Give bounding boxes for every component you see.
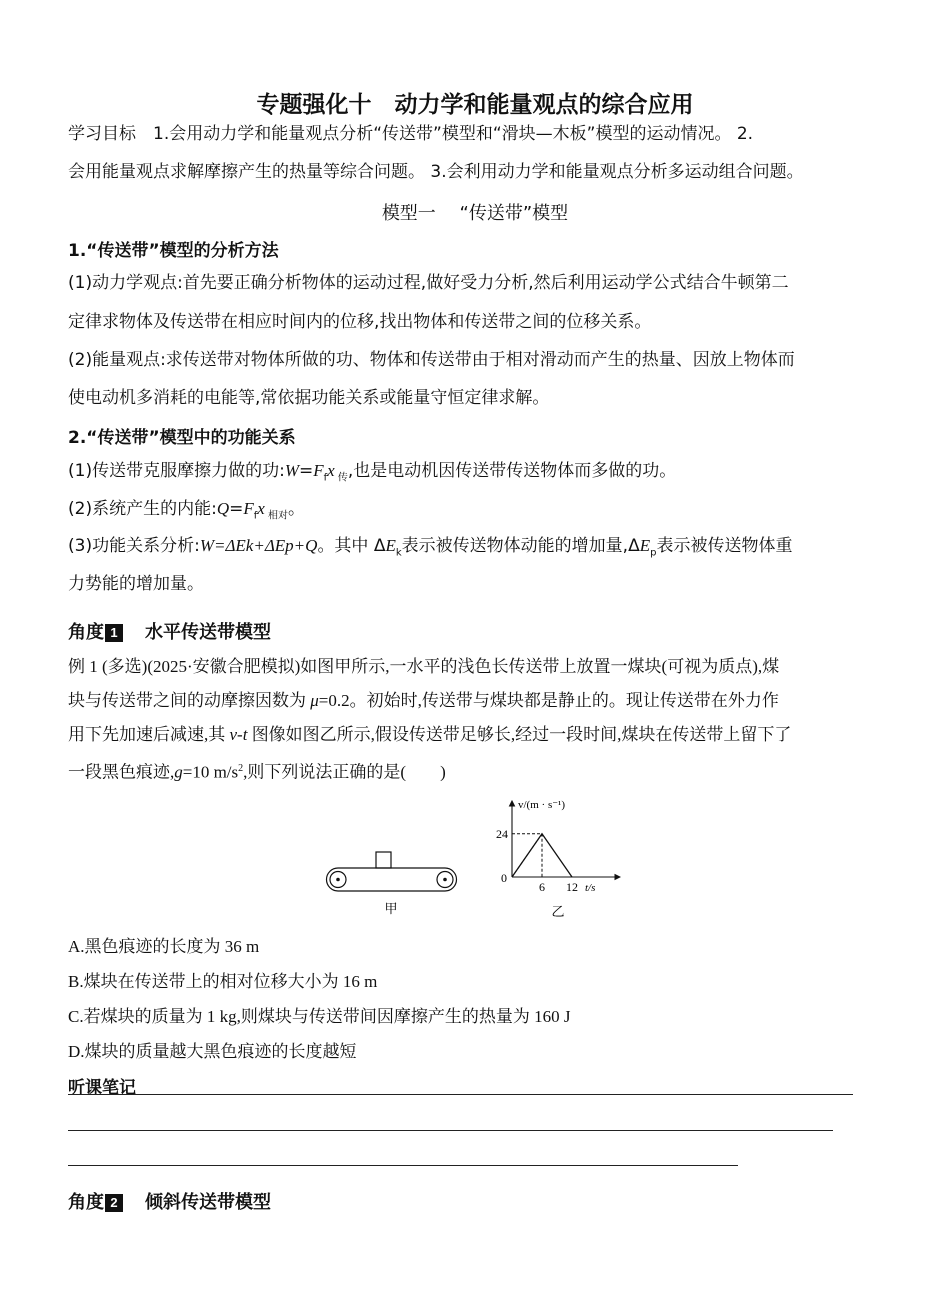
conveyor-figure xyxy=(320,845,465,920)
figure-a-label: 甲 xyxy=(384,902,398,917)
note-line[interactable] xyxy=(68,1130,833,1131)
origin-label: 0 xyxy=(501,871,507,885)
x-tick-label: 12 xyxy=(566,880,578,894)
point1-para2-line1: (2)能量观点:求传送带对物体所做的功、物体和传送带由于相对滑动而产生的热量、因放上物体而 xyxy=(68,350,795,370)
point1-para1-line2: 定律求物体及传送带在相应时间内的位移,找出物体和传送带之间的位移关系。 xyxy=(68,312,652,332)
angle2-number-badge: 2 xyxy=(105,1194,123,1212)
point1-heading: 1.“传送带”模型的分析方法 xyxy=(68,241,279,261)
example-line-3: 用下先加速后减速,其 v-t 图像如图乙所示,假设传送带足够长,经过一段时间,煤块在传送带上留下了 xyxy=(68,725,792,744)
point1-para1-line1: (1)动力学观点:首先要正确分析物体的运动过程,做好受力分析,然后利用运动学公式结合牛顿第二 xyxy=(68,273,789,293)
example-line-2: 块与传送带之间的动摩擦因数为 μ=0.2。初始时,传送带与煤块都是静止的。现让传送带在外力作 xyxy=(68,691,779,710)
section-title: 模型一 “传送带”模型 xyxy=(381,203,569,224)
page-title: 专题强化十 动力学和能量观点的综合应用 xyxy=(256,92,694,118)
example-line-1: 例 1 (多选)(2025·安徽合肥模拟)如图甲所示,一水平的浅色长传送带上放置一煤块(可视为质点),煤 xyxy=(68,657,780,676)
x-tick-label: 6 xyxy=(539,880,545,894)
objectives-line-2: 会用能量观点求解摩擦产生的热量等综合问题。 3.会利用动力学和能量观点分析多运动组合问题。 xyxy=(68,162,804,182)
note-line[interactable] xyxy=(68,1094,853,1095)
option-d: D.煤块的质量越大黑色痕迹的长度越短 xyxy=(68,1042,357,1061)
objectives-line-1: 学习目标 1.会用动力学和能量观点分析“传送带”模型和“滑块—木板”模型的运动情况。 2. xyxy=(68,124,754,144)
angle1-heading: 角度 1 水平传送带模型 xyxy=(68,622,271,643)
point2-heading: 2.“传送带”模型中的功能关系 xyxy=(68,428,296,448)
point2-line2: (2)系统产生的内能$:Q=F_fx$ $_{相对}$。 xyxy=(68,499,305,522)
note-line[interactable] xyxy=(68,1165,738,1166)
figure-b-label: 乙 xyxy=(551,905,565,920)
angle2-heading: 角度 2 倾斜传送带模型 xyxy=(68,1192,271,1213)
vt-chart xyxy=(490,795,635,920)
point2-line3: (3)功能关系分析:W=ΔEk+ΔEp+Q。其中 $\Delta E_k$表示被传送物体动能的增加量$,\Delta E_p$表示被传送物体重 xyxy=(68,536,793,559)
y-axis-label: v/(m · s⁻¹) xyxy=(518,799,565,811)
x-axis-label: t/s xyxy=(585,882,596,894)
y-tick-label: 24 xyxy=(496,826,508,841)
example-line-4: 一段黑色痕迹,g=10 $m/s^2$,则下列说法正确的是( ) xyxy=(68,762,446,782)
angle1-number-badge: 1 xyxy=(105,624,123,642)
point2-line1: (1)传送带克服摩擦力做的功$:W=F_fx$ $_传$,也是电动机因传送带传送物体而多做的功。 xyxy=(68,461,677,484)
option-a: A.黑色痕迹的长度为 36 m xyxy=(68,937,260,956)
point2-line4: 力势能的增加量。 xyxy=(68,574,204,594)
option-b: B.煤块在传送带上的相对位移大小为 16 m xyxy=(68,972,378,991)
notes-label: 听课笔记 xyxy=(68,1078,136,1098)
point1-para2-line2: 使电动机多消耗的电能等,常依据功能关系或能量守恒定律求解。 xyxy=(68,388,550,408)
coal-block xyxy=(376,852,391,868)
option-c: C.若煤块的质量为 1 kg,则煤块与传送带间因摩擦产生的热量为 160 J xyxy=(68,1007,571,1026)
